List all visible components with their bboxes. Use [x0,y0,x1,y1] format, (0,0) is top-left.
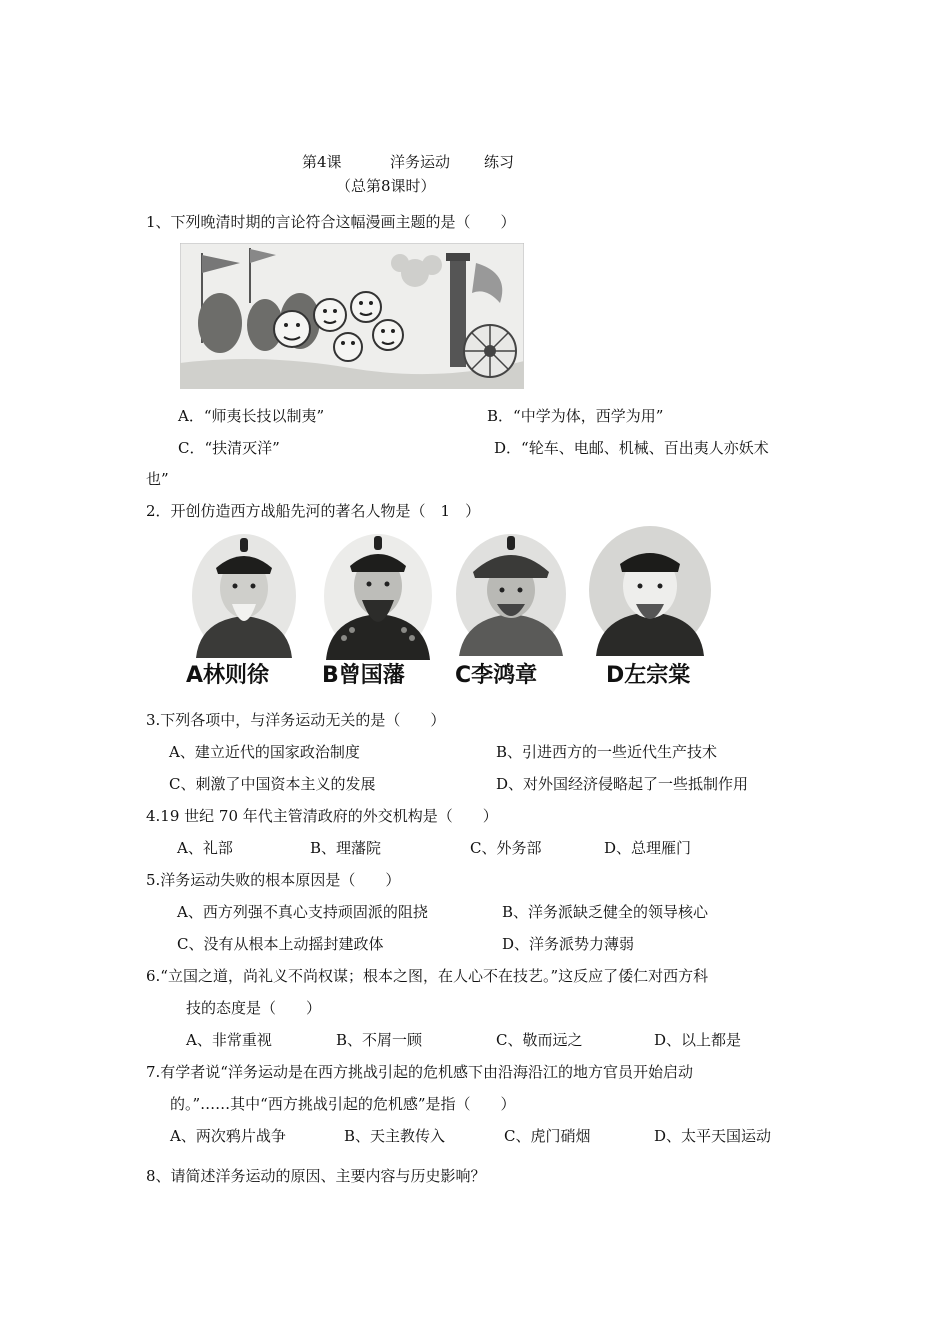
q7-stem-line2: 的。”……其中“西方挑战引起的危机感”是指（ ） [170,1095,516,1113]
q5-option-a: A、西方列强不真心支持顽固派的阻挠 [177,903,428,921]
q5-option-c: C、没有从根本上动摇封建政体 [177,935,384,953]
q6-option-d: D、以上都是 [654,1031,742,1049]
portrait-label-d: D左宗棠 [606,663,691,688]
q4-stem: 4.19 世纪 70 年代主管清政府的外交机构是（ ） [146,807,498,825]
q7-option-a: A、两次鸦片战争 [170,1127,286,1145]
q3-option-a: A、建立近代的国家政治制度 [169,743,360,761]
q3-option-d: D、对外国经济侵略起了一些抵制作用 [496,775,749,793]
q7-option-d: D、太平天国运动 [654,1127,772,1145]
q4-option-d: D、总理雁门 [604,839,692,857]
lesson-topic: 洋务运动 [390,153,451,171]
q5-option-b: B、洋务派缺乏健全的领导核心 [502,903,709,921]
q1-option-d-continued: 也” [146,470,169,488]
q4-option-a: A、礼部 [177,839,233,857]
q6-stem-line2: 技的态度是（ ） [186,999,322,1017]
q1-option-a: A．“师夷长技以制夷” [178,407,325,425]
cartoon-image [180,243,524,389]
period-count: （总第8课时） [336,177,436,195]
q1-option-b: B．“中学为体，西学为用” [487,407,664,425]
q6-option-b: B、不屑一顾 [336,1031,423,1049]
portrait-li-hongzhang [455,528,567,656]
q5-option-d: D、洋务派势力薄弱 [502,935,635,953]
q1-option-d: D．“轮车、电邮、机械、百出夷人亦妖术 [494,439,769,457]
q6-stem-line1: 6.“立国之道，尚礼义不尚权谋；根本之图，在人心不在技艺。”这反应了倭仁对西方科 [146,967,709,985]
q6-option-a: A、非常重视 [186,1031,272,1049]
q6-option-c: C、敬而远之 [496,1031,583,1049]
portrait-label-b: B曾国藩 [322,663,405,688]
q5-stem: 5.洋务运动失败的根本原因是（ ） [146,871,401,889]
q3-option-c: C、刺激了中国资本主义的发展 [169,775,376,793]
portrait-zeng-guofan [322,526,434,660]
q7-option-b: B、天主教传入 [344,1127,446,1145]
portrait-lin-zexu [190,528,298,658]
portrait-label-c: C李鸿章 [455,663,538,688]
q7-stem-line1: 7.有学者说“洋务运动是在西方挑战引起的危机感下由沿海沿江的地方官员开始启动 [146,1063,693,1081]
q7-option-c: C、虎门硝烟 [504,1127,591,1145]
q4-option-c: C、外务部 [470,839,542,857]
portrait-label-a: A林则徐 [186,663,270,688]
q3-stem: 3.下列各项中，与洋务运动无关的是（ ） [146,711,446,729]
q1-stem: 1、下列晚清时期的言论符合这幅漫画主题的是（ ） [146,213,516,231]
q4-option-b: B、理藩院 [310,839,382,857]
lesson-number: 第4课 [302,153,342,171]
portrait-zuo-zongtang [588,524,712,656]
q2-stem: 2．开创仿造西方战船先河的著名人物是（ 1 ） [146,502,481,520]
lesson-type: 练习 [484,153,515,171]
q3-option-b: B、引进西方的一些近代生产技术 [496,743,718,761]
q8-stem: 8、请简述洋务运动的原因、主要内容与历史影响？ [146,1167,486,1185]
q1-option-c: C．“扶清灭洋” [178,439,280,457]
